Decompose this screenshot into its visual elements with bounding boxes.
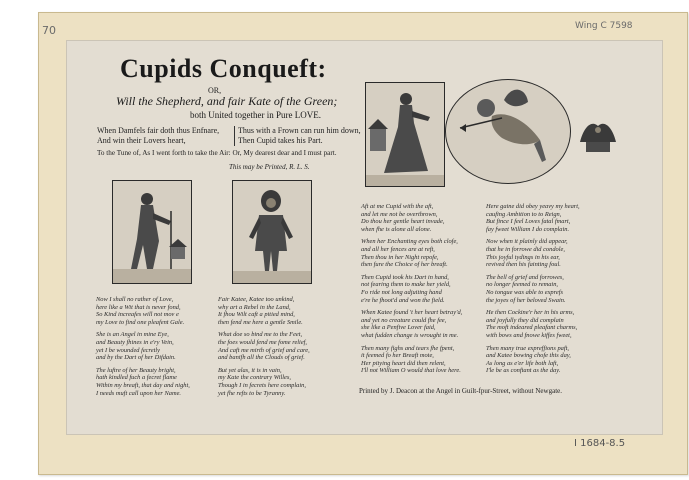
- stanza: Now I shall no rather of Love, here like a Wit that is never fond, So Kind increafes will not mov e my Love to find one pleafent Gale.: [96, 296, 185, 326]
- stanza: Here gaine did obey yeavy my heart, caufing Ambition to to Reign, But fince I feel Loves fatal fmart, fay fweet William I do complain.: [486, 203, 580, 233]
- stanza: Now when it plainly did appear, that he in forrowe did condole, This joyful tydings in his ear, revived then his fainting foul.: [486, 238, 568, 269]
- shelf-mark: I 1684-8.5: [574, 438, 626, 449]
- pencil-note-top-left: 70: [42, 24, 56, 37]
- ornament: [576, 112, 620, 156]
- ballad-title: Cupids Conqueft:: [120, 54, 327, 83]
- verse-column-1: [96, 296, 190, 402]
- floral-ornament-icon: [576, 112, 620, 156]
- verse-column-3: [361, 203, 462, 380]
- stanza: What doe so bind me to the Feet, the foes would fend me fome relief, And caft me mirth of grief and care, and banifh all the Clouds of grief.: [218, 331, 310, 362]
- woodcut-cupid: [445, 79, 571, 184]
- stanza: She is an Angel in mine Eye, and Beauty fhines in e'ry Vein, yet I be wounded fecretly and by the Dart of her Difdain.: [96, 331, 176, 362]
- stanza: Then many fighs and tears fhe fpent, it feemed fo her Breaft mote, Her pitying heart did then relent, I'll not William O would that love here.: [361, 344, 461, 375]
- stanza: Then Cupid took his Dart in hand, not fearing them to make her yield, Fo ride not long adjuiting hand e're he fhoot'd and won the field.: [361, 273, 451, 304]
- printer-imprint: Printed by J. Deacon at the Angel in Guilt-fpur-Street, without Newgate.: [359, 387, 563, 395]
- couplet-right-2: Then Cupid takes his Part.: [238, 136, 323, 145]
- stanza: Then many true expreffions paft, and Katee bowing chofe this day, As long as e'er life both laft, I'le be as conftant as the day.: [486, 344, 571, 375]
- stanza: He then Cockine'r her in his arms, and joyfully they did complain The moft indeared pleafant charms, with bows and fnowe kiffes fweet,: [486, 309, 578, 339]
- license-line: This may be Printed, R. L. S.: [229, 163, 310, 171]
- pencil-note-catalogue: Wing C 7598: [575, 21, 633, 31]
- woodcut-gentleman: [232, 180, 312, 284]
- woodcut-shepherd: [112, 180, 192, 284]
- couplet-left-2: And win their Lovers heart,: [97, 136, 186, 145]
- couplet-right-1: Thus with a Frown can run him down,: [238, 126, 361, 135]
- stanza: The luftre of her Beauty bright, hath kindled fuch a fecret flame Within my breaft, that day and night, I needs muft call upon her Name.: [96, 366, 190, 397]
- shepherd-figure-icon: [113, 181, 191, 283]
- tune-line: To the Tune of, As I went forth to take the Air: Or, My dearest dear and I must part.: [97, 149, 337, 157]
- stanza: When Katee found 't her heart betray'd, and yet no creature could fhe fee, she like a Penfive Lover faid, what fudden change is wrought in me.: [361, 309, 463, 339]
- united-line: both United together in Pure LOVE.: [190, 110, 321, 120]
- gentleman-figure-icon: [233, 181, 311, 283]
- stanza: Aft at me Cupid with the aft, and let me not be overthrown, Do thou her gentle heart invade, when fhe is alone all alone.: [361, 203, 445, 233]
- cupid-figure-icon: [446, 80, 570, 183]
- ballad-subtitle: Will the Shepherd, and fair Kate of the Green;: [116, 94, 338, 108]
- stanza: Fair Katee, Katee too unkind, why art a Rebel in the Land, It fhou Wilt caft a pitied mind, then fend me here a gentle Smile.: [218, 296, 303, 326]
- verse-column-4: [486, 203, 580, 380]
- woodcut-lady: [365, 82, 445, 187]
- stanza: When her Enchanting eyes both clofe, and all her fences are at reft, Then thou in her Night repofe, then fure the Choice of her breaft.: [361, 238, 458, 269]
- couplet-divider: [234, 126, 235, 146]
- lady-figure-icon: [366, 83, 444, 186]
- verse-column-2: [218, 296, 310, 402]
- couplet-left-1: When Damfels fair doth thus Enfnare,: [97, 126, 220, 135]
- stanza: The bell of grief and forrowes, no longer feemed to remain, No tongue was able to exprefs the joyes of her beloved Swain.: [486, 273, 566, 304]
- or-line: OR,: [208, 86, 222, 95]
- stanza: But yet alas, it is in vain, my Kate the contrary Willes, Though I in fecrets here complain, yet fhe refts to be Tyranny.: [218, 366, 306, 397]
